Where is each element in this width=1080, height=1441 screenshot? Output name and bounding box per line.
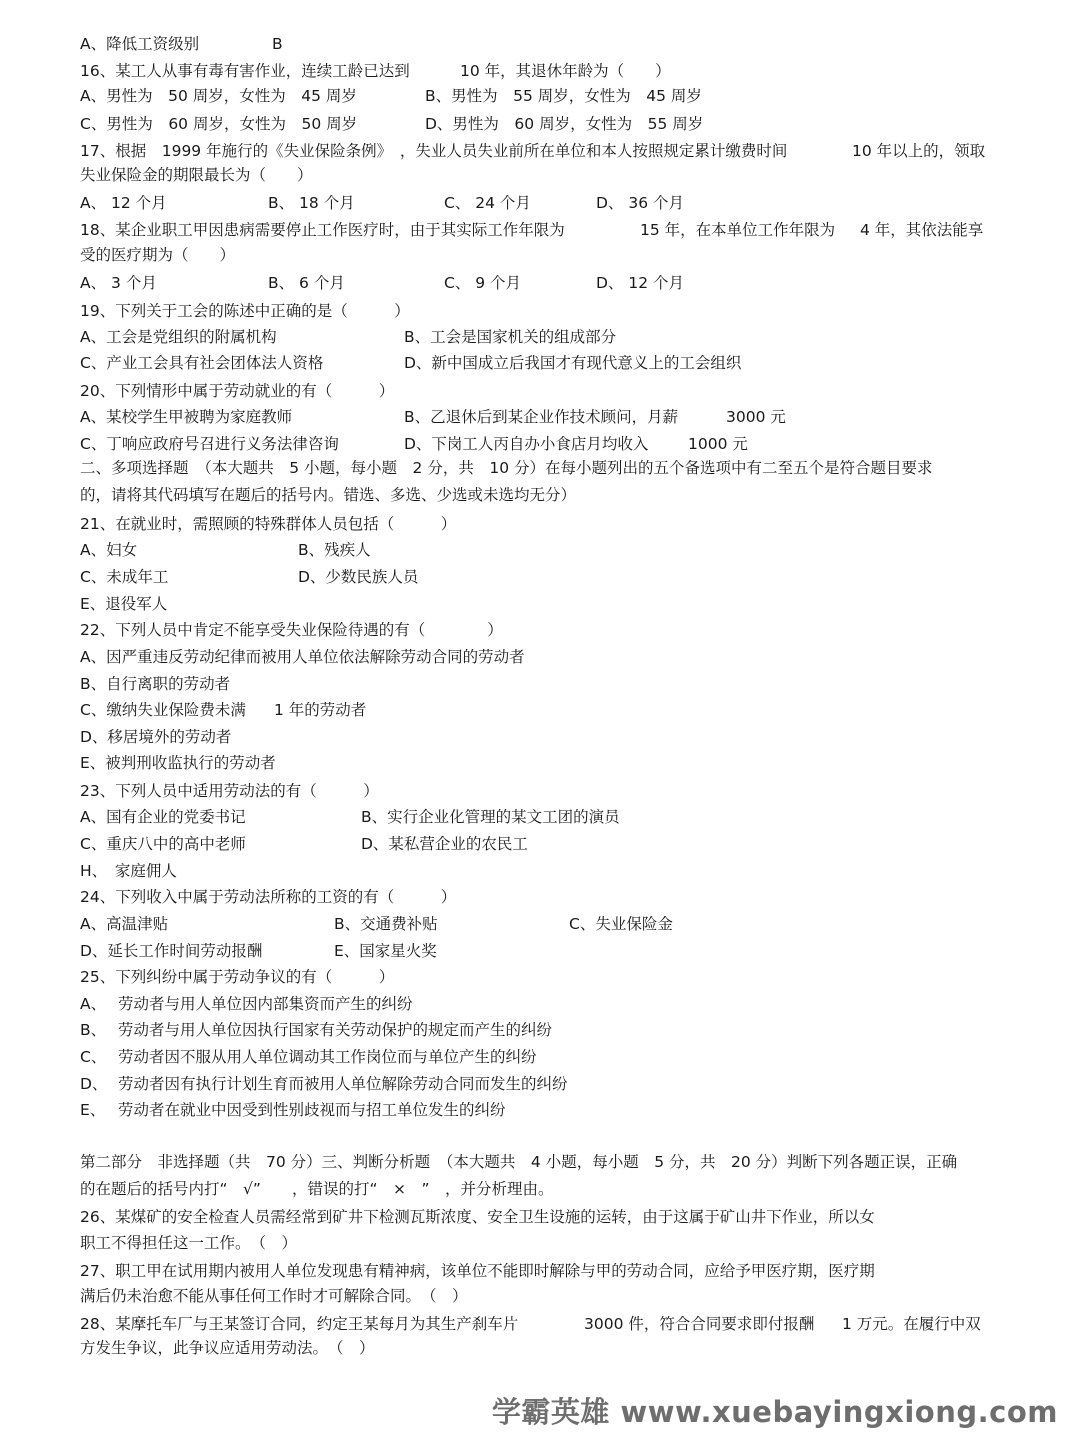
q22-option-d-line: [80, 724, 232, 750]
q18-options: [80, 270, 685, 296]
q17-option-d: D、 36 个月: [596, 194, 685, 212]
q18-stem-text: 18、某企业职工甲因患病需要停止工作医疗时，由于其实际工作年限为: [80, 221, 565, 239]
q26-stem: [80, 1204, 875, 1230]
q21-options-row-2: [80, 564, 419, 590]
q21-option-b: B、残疾人: [298, 541, 371, 559]
q24-option-e: E、国家星火奖: [334, 942, 437, 960]
q18-stem-text-3: 4 年，其依法能享: [860, 221, 984, 239]
q17-stem: [80, 138, 986, 164]
q25-option-d: 劳动者因有执行计划生育而被用人单位解除劳动合同而发生的纠纷: [118, 1075, 568, 1093]
q21-options-row-3: [80, 591, 168, 617]
q17-option-a: A、 12 个月: [80, 194, 167, 212]
q21-option-c: C、未成年工: [80, 568, 169, 586]
q16-options-row-1: [80, 83, 702, 109]
q21-option-a: A、妇女: [80, 541, 138, 559]
q15-answer-key: B: [272, 35, 283, 53]
q23-options-row-1: [80, 804, 620, 830]
q23-option-a: A、国有企业的党委书记: [80, 808, 246, 826]
q28-stem: [80, 1311, 981, 1337]
q18-option-c: C、 9 个月: [444, 274, 522, 292]
q25-stem: [80, 964, 395, 990]
q16-stem: [80, 58, 671, 84]
q18-stem-cont: [80, 242, 236, 268]
q25-option-a-line: [80, 991, 413, 1017]
q15-option-a: A、降低工资级别: [80, 35, 200, 53]
q23-stem-text: 23、下列人员中适用劳动法的有（ ）: [80, 782, 379, 800]
part-2-heading-cont: [80, 1176, 554, 1202]
q25-stem-text: 25、下列纠纷中属于劳动争议的有（ ）: [80, 968, 395, 986]
q16-option-a: A、男性为 50 周岁，女性为 45 周岁: [80, 87, 357, 105]
q22-option-d: D、移居境外的劳动者: [80, 728, 232, 746]
q19-option-d: D、新中国成立后我国才有现代意义上的工会组织: [404, 354, 742, 372]
q25-option-e-label: E、: [80, 1101, 106, 1119]
q22-option-c: C、缴纳失业保险费未满: [80, 701, 246, 719]
part-2-heading-text: 第二部分 非选择题（共 70 分）三、判断分析题 （本大题共 4 小题，每小题 5 分，共 20 分）判断下列各题正误，正确: [80, 1153, 958, 1171]
q27-stem-text: 27、职工甲在试用期内被用人单位发现患有精神病，该单位不能即时解除与甲的劳动合同，应给予甲医疗期，医疗期: [80, 1262, 875, 1280]
q21-stem-text: 21、在就业时，需照顾的特殊群体人员包括（ ）: [80, 515, 457, 533]
q22-option-c-line: [80, 697, 367, 723]
q16-options-row-2: [80, 111, 704, 137]
q23-options-row-3: [80, 858, 177, 884]
q18-option-b: B、 6 个月: [268, 274, 345, 292]
q17-option-b: B、 18 个月: [268, 194, 355, 212]
q24-option-b: B、交通费补贴: [334, 915, 438, 933]
q25-option-b-line: [80, 1017, 553, 1043]
q24-option-a: A、高温津贴: [80, 915, 169, 933]
q24-options-row-1: [80, 911, 673, 937]
q19-option-b: B、工会是国家机关的组成部分: [404, 328, 617, 346]
q19-option-c: C、产业工会具有社会团体法人资格: [80, 354, 324, 372]
q25-option-c-label: C、: [80, 1048, 107, 1066]
section-2-heading-text-2: 的，请将其代码填写在题后的括号内。错选、多选、少选或未选均无分）: [80, 486, 577, 504]
q27-stem-text-2: 满后仍未治愈不能从事任何工作时才可解除合同。 （ ）: [80, 1287, 468, 1305]
q16-option-b: B、男性为 55 周岁，女性为 45 周岁: [425, 87, 702, 105]
q27-stem-cont: [80, 1283, 468, 1309]
q27-stem: [80, 1258, 875, 1284]
q19-options-row-1: [80, 324, 617, 350]
q23-stem: [80, 778, 379, 804]
q26-stem-text: 26、某煤矿的安全检查人员需经常到矿井下检测瓦斯浓度、安全卫生设施的运转，由于这属于矿山井下作业，所以女: [80, 1208, 875, 1226]
q25-option-b: 劳动者与用人单位因执行国家有关劳动保护的规定而产生的纠纷: [118, 1021, 553, 1039]
q28-stem-cont: [80, 1335, 375, 1361]
q28-stem-text: 28、某摩托车厂与王某签订合同，约定王某每月为其生产刹车片: [80, 1315, 519, 1333]
q21-option-d: D、少数民族人员: [298, 568, 419, 586]
section-2-heading: [80, 455, 933, 481]
part-2-heading-text-2: 的在题后的括号内打“ √” ，错误的打“ × ” ，并分析理由。: [80, 1180, 554, 1198]
q17-stem-text: 17、根据 1999 年施行的《失业保险条例》 ，失业人员失业前所在单位和本人按照规定累计缴费时间: [80, 142, 788, 160]
q25-option-c-line: [80, 1044, 537, 1070]
q23-options-row-2: [80, 831, 528, 857]
q22-option-b: B、自行离职的劳动者: [80, 675, 231, 693]
q22-option-c-cont: 1 年的劳动者: [274, 701, 367, 719]
q16-stem-text-2: 10 年，其退休年龄为（ ）: [460, 62, 671, 80]
q24-stem: [80, 884, 457, 910]
q20-option-d: D、下岗工人丙自办小食店月均收入: [404, 435, 649, 453]
q22-option-e-line: [80, 750, 276, 776]
q21-option-e: E、退役军人: [80, 595, 168, 613]
q24-options-row-2: [80, 938, 437, 964]
q17-stem-cont: [80, 162, 313, 188]
section-2-heading-cont: [80, 482, 577, 508]
q21-stem: [80, 511, 457, 537]
q26-stem-text-2: 职工不得担任这一工作。 （ ）: [80, 1234, 298, 1252]
q20-option-b-amount: 3000 元: [726, 408, 786, 426]
q20-option-d-amount: 1000 元: [688, 435, 748, 453]
q28-stem-text-3: 1 万元。在履行中双: [842, 1315, 981, 1333]
q15-answer-line: [80, 31, 283, 57]
q17-options: [80, 190, 685, 216]
q20-stem: [80, 378, 395, 404]
q25-option-b-label: B、: [80, 1021, 107, 1039]
q18-stem-text-2: 15 年，在本单位工作年限为: [640, 221, 836, 239]
part-2-heading: [80, 1149, 958, 1175]
q23-option-c: C、重庆八中的高中老师: [80, 835, 246, 853]
q20-options-row-2: [80, 431, 748, 457]
q22-option-a-line: [80, 644, 525, 670]
q25-option-e-line: [80, 1097, 506, 1123]
q24-option-c: C、失业保险金: [569, 915, 673, 933]
q21-options-row-1: [80, 537, 371, 563]
q17-option-c: C、 24 个月: [444, 194, 531, 212]
q25-option-d-label: D、: [80, 1075, 108, 1093]
q25-option-e: 劳动者在就业中因受到性别歧视而与招工单位发生的纠纷: [118, 1101, 506, 1119]
q28-stem-text-2: 3000 件，符合合同要求即付报酬: [584, 1315, 815, 1333]
q18-option-d: D、 12 个月: [596, 274, 685, 292]
q16-option-c: C、男性为 60 周岁，女性为 50 周岁: [80, 115, 358, 133]
q22-option-e: E、被判刑收监执行的劳动者: [80, 754, 276, 772]
q24-stem-text: 24、下列收入中属于劳动法所称的工资的有（ ）: [80, 888, 457, 906]
q17-stem-text-3: 失业保险金的期限最长为（ ）: [80, 166, 313, 184]
q18-option-a: A、 3 个月: [80, 274, 157, 292]
q17-stem-text-2: 10 年以上的，领取: [852, 142, 986, 160]
q19-options-row-2: [80, 350, 742, 376]
q19-stem-text: 19、下列关于工会的陈述中正确的是（ ）: [80, 302, 410, 320]
q25-option-a: 劳动者与用人单位因内部集资而产生的纠纷: [118, 995, 413, 1013]
q25-option-c: 劳动者因不服从用人单位调动其工作岗位而与单位产生的纠纷: [118, 1048, 537, 1066]
q16-option-d: D、男性为 60 周岁，女性为 55 周岁: [425, 115, 704, 133]
q20-options-row-1: [80, 404, 786, 430]
q25-option-d-line: [80, 1071, 568, 1097]
q23-option-h: H、 家庭佣人: [80, 862, 177, 880]
q22-stem: [80, 617, 503, 643]
q20-stem-text: 20、下列情形中属于劳动就业的有（ ）: [80, 382, 395, 400]
q22-stem-text: 22、下列人员中肯定不能享受失业保险待遇的有（ ）: [80, 621, 503, 639]
q22-option-b-line: [80, 671, 231, 697]
q18-stem: [80, 217, 984, 243]
section-2-heading-text: 二、多项选择题 （本大题共 5 小题，每小题 2 分，共 10 分）在每小题列出的五个备选项中有二至五个是符合题目要求: [80, 459, 933, 477]
q19-option-a: A、工会是党组织的附属机构: [80, 328, 277, 346]
q16-stem-text: 16、某工人从事有毒有害作业，连续工龄已达到: [80, 62, 410, 80]
q19-stem: [80, 298, 410, 324]
q23-option-b: B、实行企业化管理的某文工团的演员: [361, 808, 620, 826]
q22-option-a: A、因严重违反劳动纪律而被用人单位依法解除劳动合同的劳动者: [80, 648, 525, 666]
q20-option-b: B、乙退休后到某企业作技术顾问，月薪: [404, 408, 679, 426]
q26-stem-cont: [80, 1230, 298, 1256]
q25-option-a-label: A、: [80, 995, 107, 1013]
q28-stem-text-4: 方发生争议，此争议应适用劳动法。 （ ）: [80, 1339, 375, 1357]
q20-option-c: C、丁响应政府号召进行义务法律咨询: [80, 435, 339, 453]
q18-stem-text-4: 受的医疗期为（ ）: [80, 246, 236, 264]
q24-option-d: D、延长工作时间劳动报酬: [80, 942, 263, 960]
site-watermark: 学霸英雄 www.xuebayingxiong.com: [491, 1395, 1058, 1429]
q20-option-a: A、某校学生甲被聘为家庭教师: [80, 408, 293, 426]
q23-option-d: D、某私营企业的农民工: [361, 835, 528, 853]
